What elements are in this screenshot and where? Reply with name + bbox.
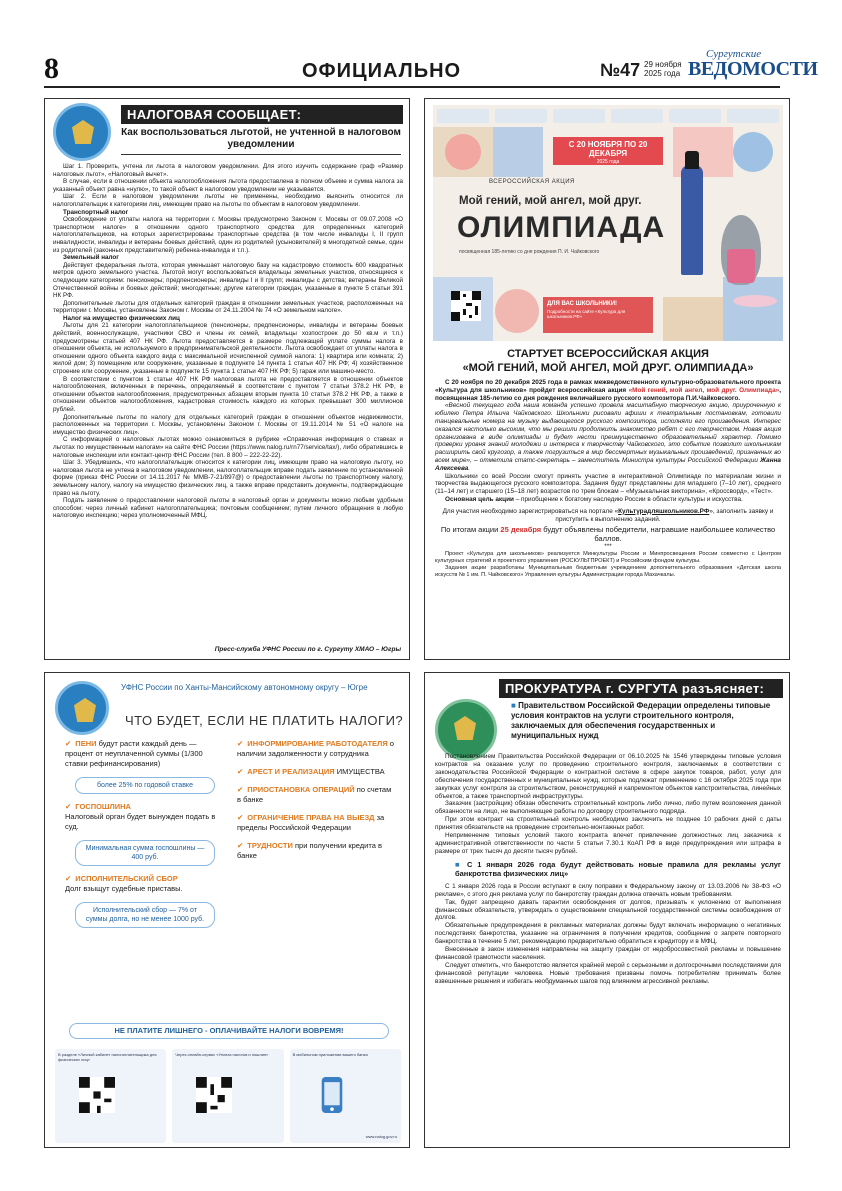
- consequence-key: ПЕНИ: [75, 739, 97, 748]
- partner-logo: [669, 109, 721, 123]
- nutcracker-icon: [681, 165, 703, 275]
- date-year: 2025 года: [644, 69, 681, 78]
- check-icon: ✔: [65, 874, 72, 883]
- consequence-key: АРЕСТ И РЕАЛИЗАЦИЯ: [247, 767, 335, 776]
- consequence-key: ИСПОЛНИТЕЛЬСКИЙ СБОР: [75, 874, 178, 883]
- poster-big-title: ОЛИМПИАДА: [457, 211, 666, 244]
- logo-top: Сургутские: [706, 48, 762, 60]
- qr-caption: Через онлайн-сервис «Уплата налогов и пошлин»: [175, 1052, 269, 1057]
- qr-card-personal-account[interactable]: [55, 1049, 166, 1143]
- consequence-text: Налоговый орган будет вынужден подать в суд.: [65, 812, 216, 831]
- poster-motto: Мой гений, мой ангел, мой друг.: [459, 195, 642, 207]
- prok-paragraph: Заказчик (застройщик) обязан обеспечить строительный контроль либо лично, либо путем возложения данной обязанности на лицо, не выполняющее работы по договору строительного подряда.: [435, 800, 781, 816]
- tax-bar-title: НАЛОГОВАЯ СООБЩАЕТ:: [121, 105, 403, 124]
- qr-caption: В разделе «Личный кабинет налогоплательщика для физических лиц»: [58, 1052, 157, 1062]
- issue-date: [644, 60, 684, 78]
- partner-logo: [611, 109, 663, 123]
- lead-text: , посвященная 185-летию со дня рождения величайшего русского композитора П.И.Чайковского.: [435, 386, 781, 402]
- ballerina-icon: [733, 295, 777, 307]
- page-number: 8: [44, 52, 59, 85]
- consequence-item: [237, 841, 397, 861]
- qr-caption: В мобильном приложении вашего банка: [292, 1052, 368, 1057]
- poster-schools-sub: Подробности на сайте «Культура для школьников.РФ»: [547, 309, 626, 319]
- consequence-text: ИМУЩЕСТВА: [334, 767, 385, 776]
- results-text: По итогам акции: [440, 525, 501, 535]
- poster-qr-code-icon[interactable]: [451, 291, 481, 321]
- prok-lead-text: Правительством Российской Федерации определены типовые условия контрактов на услуги строительного контроля, заключаемых для обеспечения государственных и муниципальных нужд: [511, 701, 771, 740]
- prok-paragraph: Внесенные в закон изменения направлены на защиту граждан от недобросовестной рекламы и повышение финансовой грамотности населения.: [435, 946, 781, 961]
- consequence-item: [237, 813, 397, 833]
- square-bullet-icon: ■: [511, 701, 519, 710]
- tax-paragraph: С информацией о налоговых льготах можно ознакомиться в рубрике «Справочная информация о ставках и льготах по имущественным налогам» на сайте ФНС России (https://www.nalog.ru/rn77/service/tax/), либо обратившись в налоговые инспекции или контакт-центр ФНС России (тел. 8 800 – 222-22-22).: [53, 436, 403, 459]
- tax-paragraph: Шаг 2. Если в налоговом уведомлении льготы не применены, необходимо выяснить относится ли налогоплательщик к категориям лиц, имеющим право на льготы по объектам в налоговом уведомлении.: [53, 193, 403, 208]
- smartphone-icon: [314, 1077, 350, 1113]
- register-text: Для участия необходимо зарегистрироваться на портале «: [442, 507, 619, 515]
- consequence-key: ГОСПОШЛИНА: [75, 802, 131, 811]
- consequence-item: [65, 802, 225, 832]
- prok-paragraph: Так, будет запрещено давать гарантии освобождения от долгов, призывать к уклонению от выполнения финансовых обязательств, утверждать о существовании специальной государственной системы освобождения от долгов.: [435, 898, 781, 922]
- fns-pill: Исполнительский сбор — 7% от суммы долга, но не менее 1000 руб.: [75, 902, 215, 928]
- lead-highlight: «Мой гений, мой ангел, мой друг. Олимпиада»: [628, 386, 780, 394]
- newspaper-logo: [688, 48, 818, 84]
- prok-paragraph: Постановлением Правительства Российской Федерации от 06.10.2025 № 1546 утверждены типовые условия контрактов на оказание услуг по проведению строительного контроля, заключаемых в соответствии с законодательства Российской Федерации о контрактной системе в сфере закупок товаров, работ, услуг для обеспечения государственных и муниципальных нужд, которые подлежат применению с 16 октября 2025 года при закупках услуг контроля за строительством, реконструкцией и капремонтом объектов капстроительства, линейных объектов, а также транспортной инфраструктуры.: [435, 753, 781, 800]
- fns-pill: более 25% по годовой ставке: [75, 777, 215, 794]
- mouse-king-icon: [721, 215, 761, 285]
- check-icon: ✔: [237, 739, 244, 748]
- quote-text: «Весной текущего года наша команда успешно провела масштабную творческую акцию, приуроченную к юбилею Петра Ильича Чайковского. Школьники рисовали афиши к театральным постановкам, готовили танцевальные номера на музыку выдающегося русского композитора, исполняли его произведения. Интерес оказался настолько высоким, что мы решили продолжить знакомство ребят с его творчеством. Новая акция организована в виде олимпиады и будет нести преимущественно образовательный характер. Помимо проверки уровня знаний молодежи и интереса к творчеству Чайковского, это событие позволит школьникам расширить свой кругозор, а также погрузиться в мир бессмертных музыкальных произведений, признанных во всем мире», – отметила статс-секретарь – заместитель Министра культуры Российской Федерации: [435, 402, 781, 464]
- fns-qr-row: [55, 1049, 401, 1143]
- olympiad-footnote: Задания акции разработаны Муниципальным бюджетным учреждением дополнительного образования «Детская школа искусств № 1 им. П. Чайковского» Управления культуры Администрации города Махачкалы.: [435, 564, 781, 578]
- prok-subheading: [455, 860, 781, 879]
- tax-subtitle: Как воспользоваться льготой, не учтенной в налоговом уведомлении: [121, 127, 401, 155]
- separator-stars: ***: [604, 543, 612, 551]
- partner-logos: [437, 109, 779, 123]
- consequence-item: [237, 739, 397, 759]
- partner-logo: [495, 109, 547, 123]
- olympiad-poster: [433, 105, 783, 341]
- section-title: ОФИЦИАЛЬНО: [302, 60, 462, 82]
- consequence-text: за пределы Российской Федерации: [237, 813, 385, 832]
- partner-logo: [553, 109, 605, 123]
- portal-link[interactable]: Культурадляшкольников.РФ: [618, 507, 710, 515]
- partner-logo: [727, 109, 779, 123]
- consequence-key: ИНФОРМИРОВАНИЕ РАБОТОДАТЕЛЯ: [247, 739, 388, 748]
- poster-subtitle: посвященная 185-летию со дня рождения П. И. Чайковского: [459, 249, 600, 255]
- prok-subheading-text: С 1 января 2026 года будут действовать новые правила для рекламы услуг банкротства физических лиц»: [455, 859, 781, 879]
- tax-paragraph: Подать заявление о предоставлении налоговой льготы в налоговый орган и документы можно любым удобным способом: через личный кабинет налогоплательщика; почтовым сообщением; путем личного обращения в любую налоговую инспекцию; через уполномоченный МФЦ.: [53, 497, 403, 520]
- olympiad-quote: «Весной текущего года наша команда успешно провела масштабную творческую акцию, приуроченную к юбилею Петра Ильича Чайковского. Школьники рисовали афиши к театральным постановкам, готовили танцевальные номера на музыку выдающегося русского композитора, исполняли его произведения. Интерес оказался настолько высоким, что мы решили продолжить знакомство ребят с его творчеством. Новая акция организована в виде олимпиады и будет нести преимущественно образовательный характер. Помимо проверки уровня знаний молодежи и интереса к творчеству Чайковского, это событие позволит школьникам расширить свой кругозор, а также погрузиться в мир бессмертных музыкальных произведений, признанных во всем мире», – отметила статс-секретарь – заместитель Министра культуры Российской Федерации Жанна Алексеева.: [435, 402, 781, 472]
- prok-paragraph: При этом контракт на строительный контроль необходимо заключить не позднее 10 рабочих дней с даты принятия обязательств на проведение строительно-монтажных работ.: [435, 816, 781, 832]
- tax-heading: Налог на имущество физических лиц: [63, 314, 180, 322]
- qr-code-icon[interactable]: [196, 1077, 232, 1113]
- olympiad-goal: [435, 496, 781, 504]
- tax-heading: Транспортный налог: [63, 208, 129, 216]
- consequence-item: [237, 767, 397, 777]
- poster-dates-year: 2025 года: [596, 159, 620, 165]
- date-day: 29: [644, 60, 653, 69]
- consequence-text: по счетам в банке: [237, 785, 392, 804]
- check-icon: ✔: [237, 767, 244, 776]
- tax-paragraph: Дополнительные льготы по налогу для отдельных категорий граждан в отношении объектов недвижимости, расположенных на территории г. Москвы, установлены Законом г. Москвы от 19.11.2014 № 51 «О налоге на имущество физических лиц».: [53, 413, 403, 436]
- poster-dates: [553, 137, 663, 165]
- qr-code-icon[interactable]: [79, 1077, 115, 1113]
- tax-paragraph: Шаг 1. Проверить, учтена ли льгота в налоговом уведомлении. Для этого изучить содержание граф «Размер налоговых льгот», «Налоговый вычет».: [53, 163, 403, 178]
- consequence-key: ТРУДНОСТИ: [247, 841, 293, 850]
- tax-paragraph: Шаг 3. Убедившись, что налогоплательщик относится к категории лиц, имеющим право на налоговую льготу, но налоговая льгота не учтена в налоговом уведомлении, налогоплательщик вправе подать заявление по установленной форме (приказ ФНС России от 14.11.2017 № ММВ-7-21/897@) о предоставлении льготы по транспортному налогу, земельному налогу, налогу на имущество физических лиц, а также вправе представить документы, подтверждающие право на льготу.: [53, 459, 403, 497]
- prok-paragraph: Обязательные предупреждения в рекламных материалах должны будут включать информацию о негативных последствиях банкротства, указание на ограничения в получении кредитов, сообщение о запрете повторного банкротства в течение 5 лет, рекомендацию предварительно обратиться к кредитору и в МФЦ.: [435, 922, 781, 946]
- olympiad-paragraph: Школьники со всей России смогут принять участие в интерактивной Олимпиаде по материалам жизни и творчества выдающегося русского композитора. Задания будут представлены для младшего (7–10 лет), среднего (11–14 лет) и старшего (15–18 лет) возрастов по трем блокам – «Музыкальная викторина», «Кроссворд», «Тест».: [435, 472, 781, 496]
- register-text: », заполнить заявку и приступить к выполнению заданий.: [555, 507, 774, 523]
- lead-text: С 20 ноября по 20 декабря 2025 года в рамках межведомственного культурно-образовательного проекта «Культура для школьников» пройдет всероссийская акция: [435, 379, 781, 394]
- fns-pill: Минимальная сумма госпошлины — 400 руб.: [75, 840, 215, 866]
- olympiad-lead: [435, 379, 781, 402]
- qr-card-payment-service[interactable]: [172, 1049, 283, 1143]
- poster-kicker: ВСЕРОССИЙСКАЯ АКЦИЯ: [489, 179, 575, 185]
- olympiad-title-line1: СТАРТУЕТ ВСЕРОССИЙСКАЯ АКЦИЯ: [507, 348, 709, 360]
- tax-paragraph: В соответствии с пунктом 1 статьи 407 НК РФ налоговая льгота не предоставляется в отношении объектов налогообложения, включенных в перечень, определяемый в соответствии с пунктом 7 статьи 378.2 НК РФ, в отношении объектов налогообложения, предусмотренных абзацем вторым пункта 10 статьи 378.2 НК РФ, а также в отношении объектов налогообложения, кадастровая стоимость каждого из которых превышает 300 миллионов рублей.: [53, 375, 403, 413]
- logo-main: ВЕДОМОСТИ: [688, 58, 818, 80]
- check-icon: ✔: [237, 813, 244, 822]
- date-month: ноября: [655, 60, 682, 69]
- olympiad-body: [435, 379, 781, 578]
- prosecutor-emblem-icon: [435, 699, 497, 761]
- fns-right-column: [237, 739, 397, 869]
- partner-logo: [437, 109, 489, 123]
- consequence-item: [65, 739, 225, 769]
- consequence-text: будут расти каждый день — процент от неуплаченной суммы (1/300 ставки рефинансирования): [65, 739, 203, 768]
- olympiad-footnote: Проект «Культура для школьников» реализуется Минкультуры России и Минпросвещения России совместно с Центром культурных стратегий и проектного управления (РОСКУЛЬТПРОЕКТ) и Российским фондом культуры.: [435, 551, 781, 564]
- consequence-text: о наличии задолженности у сотрудника: [237, 739, 394, 758]
- check-icon: ✔: [65, 802, 72, 811]
- prok-bar-title: ПРОКУРАТУРА г. СУРГУТА разъясняет:: [499, 679, 783, 698]
- poster-schools-title: ДЛЯ ВАС ШКОЛЬНИКИ!: [547, 301, 618, 307]
- results-date: 25 декабря: [500, 525, 542, 535]
- tax-article: [44, 98, 410, 660]
- consequence-text: Долг взыщут судебные приставы.: [65, 884, 183, 893]
- olympiad-results: [435, 525, 781, 543]
- tax-paragraph: В случае, если в отношении объекта налогообложения льгота предоставлена в полном объеме и сумма налога за указанный объект равна «нулю», то такой объект в налоговом уведомлении не указывается.: [53, 178, 403, 193]
- square-bullet-icon: ■: [455, 859, 468, 869]
- quote-author: Жанна Алексеева: [435, 456, 781, 472]
- fns-infographic: [44, 672, 410, 1148]
- consequence-text: при получении кредита в банке: [237, 841, 382, 860]
- consequence-key: ОГРАНИЧЕНИЕ ПРАВА НА ВЫЕЗД: [247, 813, 375, 822]
- fns-emblem-icon: [53, 103, 111, 161]
- prok-lead: [511, 701, 779, 741]
- consequence-key: ПРИОСТАНОВКА ОПЕРАЦИЙ: [247, 785, 355, 794]
- olympiad-register: [435, 508, 781, 524]
- prok-body: [435, 753, 781, 986]
- issue-number: №47: [600, 60, 641, 80]
- fns-left-column: [65, 739, 225, 936]
- fns-emblem-icon: [55, 681, 109, 735]
- check-icon: ✔: [65, 739, 72, 748]
- tax-signature: Пресс-служба УФНС России по г. Сургуту ХМАО – Югры: [214, 646, 401, 653]
- goal-text: – приобщение к богатому наследию России в области культуры и искусства.: [513, 495, 743, 503]
- poster-schools-box: [543, 297, 653, 333]
- tax-body: [53, 163, 403, 520]
- tax-paragraph: Дополнительные льготы для отдельных категорий граждан в отношении земельных участков, расположенных на территории г. Москвы, установлены Законом г. Москвы от 24.11.2004 № 74 «О земельном налоге».: [53, 299, 403, 315]
- fns-ribbon: НЕ ПЛАТИТЕ ЛИШНЕГО - ОПЛАЧИВАЙТЕ НАЛОГИ ВОВРЕМЯ!: [69, 1023, 389, 1039]
- tax-paragraph: Освобождение от уплаты налога на территории г. Москвы предусмотрено Законом г. Москвы от 09.07.2008 «О транспортном налоге» в отношении одного транспортного средства для определенных категорий налогоплательщиков, на которых зарегистрированы транспортные средства (в том числе инвалиды I, II групп инвалидности, инвалиды и ветераны боевых действий, один из родителей (усыновителей) в многодетной семье, один из родителей (законных представителей) ребенка-инвалида и т.п.).: [53, 216, 403, 254]
- consequence-item: [65, 874, 225, 894]
- page-header: [44, 48, 818, 88]
- check-icon: ✔: [237, 841, 244, 850]
- fns-site[interactable]: www.nalog.gov.ru: [365, 1134, 397, 1139]
- prok-paragraph: Неприменение типовых условий такого контракта влечет привлечение должностных лиц заказчика к административной ответственности по части 5 статьи 7.30.1 КоАП РФ в виде предупреждения или штрафа в размере от трех тысяч до десяти тысяч рублей.: [435, 832, 781, 855]
- qr-card-bank-app[interactable]: [290, 1049, 401, 1143]
- prok-paragraph: С 1 января 2026 года в России вступают в силу поправки к Федеральному закону от 13.03.2006 № 38-ФЗ «О рекламе», с этого дня реклама услуг по банкротству граждан должна отвечать новым требованиям.: [435, 882, 781, 898]
- fns-header: УФНС России по Ханты-Мансийскому автономному округу – Югре: [121, 683, 368, 692]
- prosecutor-article: [424, 672, 790, 1148]
- tax-paragraph: Действует федеральная льгота, которая уменьшает налоговую базу на кадастровую стоимость 600 квадратных метров одного земельного участка. Льготой могут воспользоваться владельцы земельных участков, относящиеся к следующим категориям: пенсионеры; предпенсионеры; инвалиды I и II групп; инвалиды с детства; ветераны Великой Отечественной войны и боевых действий; многодетные; другие категории граждан, указанные в пункте 5 статьи 391 НК РФ.: [53, 261, 403, 300]
- fns-title: ЧТО БУДЕТ, ЕСЛИ НЕ ПЛАТИТЬ НАЛОГИ?: [125, 713, 404, 728]
- tax-heading: Земельный налог: [63, 254, 119, 262]
- olympiad-title: [433, 347, 783, 375]
- check-icon: ✔: [237, 785, 244, 794]
- tax-paragraph: Льготы для 21 категории налогоплательщиков (пенсионеры, предпенсионеры, инвалиды и ветераны боевых действий, военнослужащие, участники СВО и члены их семей, владельцы хозпостроек до 50 кв.м и т.п.) предусмотрены статьей 407 НК РФ. Льгота предоставляется в размере подлежащей уплате суммы налога в отношении объекта, не используемого в предпринимательской деятельности. Льгота освобождает от уплаты налога в отношении одного объекта каждого вида с максимальной исчисленной суммой налога: 1) квартира или комната; 2) жилой дом; 3) помещение или сооружение, указанные в подпункте 14 пункта 1 статьи 407 НК РФ; 4) хозяйственное строение или сооружение, указанные в подпункте 15 пункта 1 статьи 407 НК РФ; 5) гараж или машино-место.: [53, 322, 403, 376]
- poster-dates-text: С 20 НОЯБРЯ ПО 20 ДЕКАБРЯ: [568, 140, 648, 158]
- goal-lead: Основная цель акции: [445, 495, 514, 503]
- results-text: будут объявлены победители, награвшие наибольшее количество баллов.: [541, 525, 776, 544]
- prok-paragraph: Следует отметить, что банкротство является крайней мерой с серьезными и долгосрочными последствиями для финансовой репутации человека. Новые требования призваны помочь потребителям принимать более взвешенные решения и избегать необдуманных шагов под влиянием агрессивной рекламы.: [435, 961, 781, 985]
- olympiad-title-line2: «МОЙ ГЕНИЙ, МОЙ АНГЕЛ, МОЙ ДРУГ. ОЛИМПИАДА»: [462, 362, 754, 374]
- olympiad-article: [424, 98, 790, 660]
- consequence-item: [237, 785, 397, 805]
